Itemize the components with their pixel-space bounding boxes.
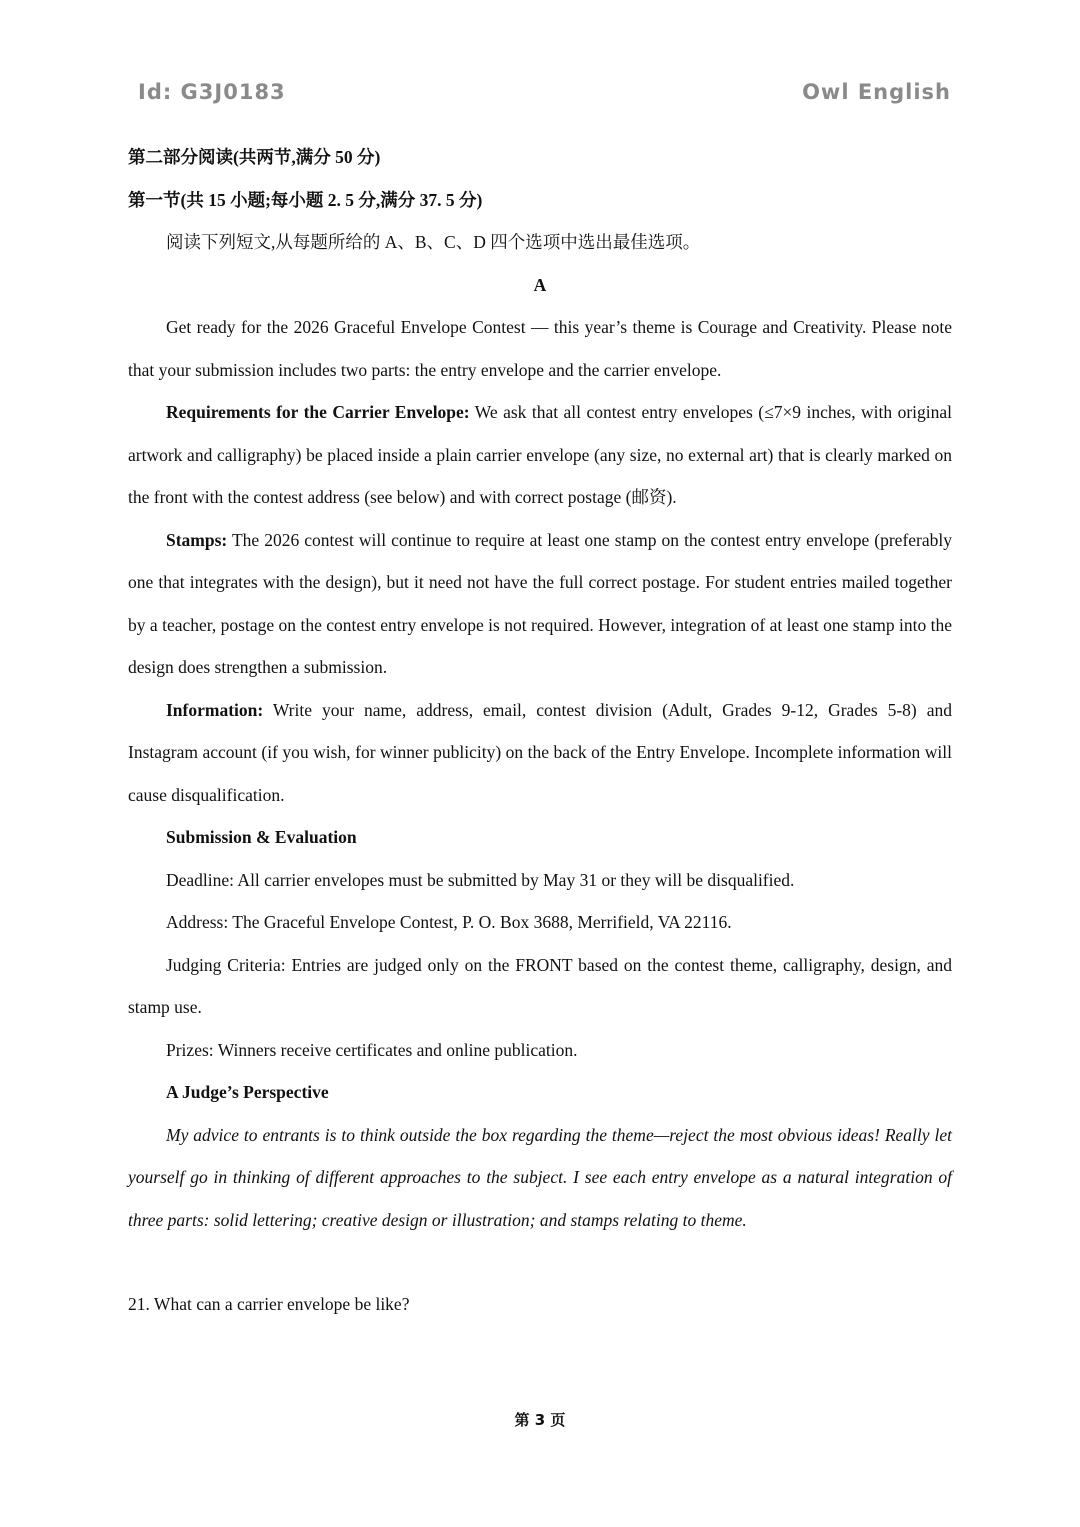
section-title: 第一节(共 15 小题;每小题 2. 5 分,满分 37. 5 分) bbox=[128, 189, 483, 210]
carrier-text: We ask that all contest entry envelopes (≤7×9 inches, with original artwork and calligraphy) be placed inside a plain carrier envelope (any size, no external art) that is clearly marked on the front with the contest address (see below) and with correct postage (邮资). bbox=[128, 402, 952, 507]
carrier-heading: Requirements for the Carrier Envelope: bbox=[166, 402, 470, 422]
document-id: Id: G3J0183 bbox=[138, 80, 286, 104]
intro-paragraph: Get ready for the 2026 Graceful Envelope Contest — this year’s theme is Courage and Creativity. Please note that your submission includes two parts: the entry envelope and the carrier envelope. bbox=[128, 317, 952, 380]
stamps-heading: Stamps: bbox=[166, 529, 228, 550]
judge-heading: A Judge’s Perspective bbox=[166, 1082, 329, 1102]
criteria-line: Judging Criteria: Entries are judged only on the FRONT based on the contest theme, calligraphy, design, and stamp use. bbox=[128, 954, 952, 1017]
passage-letter: A bbox=[533, 274, 547, 295]
stamps-text: The 2026 contest will continue to require at least one stamp on the contest entry envelope (preferably one that integrates with the design), but it need not have the full correct postage. For student entries mailed together by a teacher, postage on the contest entry envelope is not required. However, integration of at least one stamp into the design does strengthen a submission. bbox=[128, 529, 952, 677]
instruction: 阅读下列短文,从每题所给的 A、B、C、D 四个选项中选出最佳选项。 bbox=[166, 232, 701, 252]
prizes-line: Prizes: Winners receive certificates and online publication. bbox=[166, 1039, 578, 1060]
document-body bbox=[128, 136, 952, 1326]
deadline-line: Deadline: All carrier envelopes must be submitted by May 31 or they will be disqualified. bbox=[166, 869, 795, 890]
submission-heading: Submission & Evaluation bbox=[166, 827, 357, 847]
information-text: Write your name, address, email, contest division (Adult, Grades 9-12, Grades 5-8) and Instagram account (if you wish, for winner publicity) on the back of the Entry Envelope. Incomplete information will cause disqualification. bbox=[128, 699, 952, 805]
stamps-paragraph bbox=[128, 519, 952, 689]
part-title: 第二部分阅读(共两节,满分 50 分) bbox=[128, 147, 381, 167]
page-number: 第 3 页 bbox=[514, 1411, 566, 1429]
brand-name: Owl English bbox=[802, 80, 951, 104]
carrier-paragraph bbox=[128, 391, 952, 519]
question-21: 21. What can a carrier envelope be like? bbox=[128, 1294, 410, 1314]
information-heading: Information: bbox=[166, 699, 264, 720]
judge-quote: My advice to entrants is to think outside the box regarding the theme—reject the most obvious ideas! Really let yourself go in thinking of different approaches to the subject. I see each entry envelope as a natural integration of three parts: solid lettering; creative design or illustration; and stamps relating to theme. bbox=[128, 1124, 952, 1230]
address-line: Address: The Graceful Envelope Contest, P. O. Box 3688, Merrifield, VA 22116. bbox=[166, 912, 732, 932]
information-paragraph bbox=[128, 689, 952, 817]
